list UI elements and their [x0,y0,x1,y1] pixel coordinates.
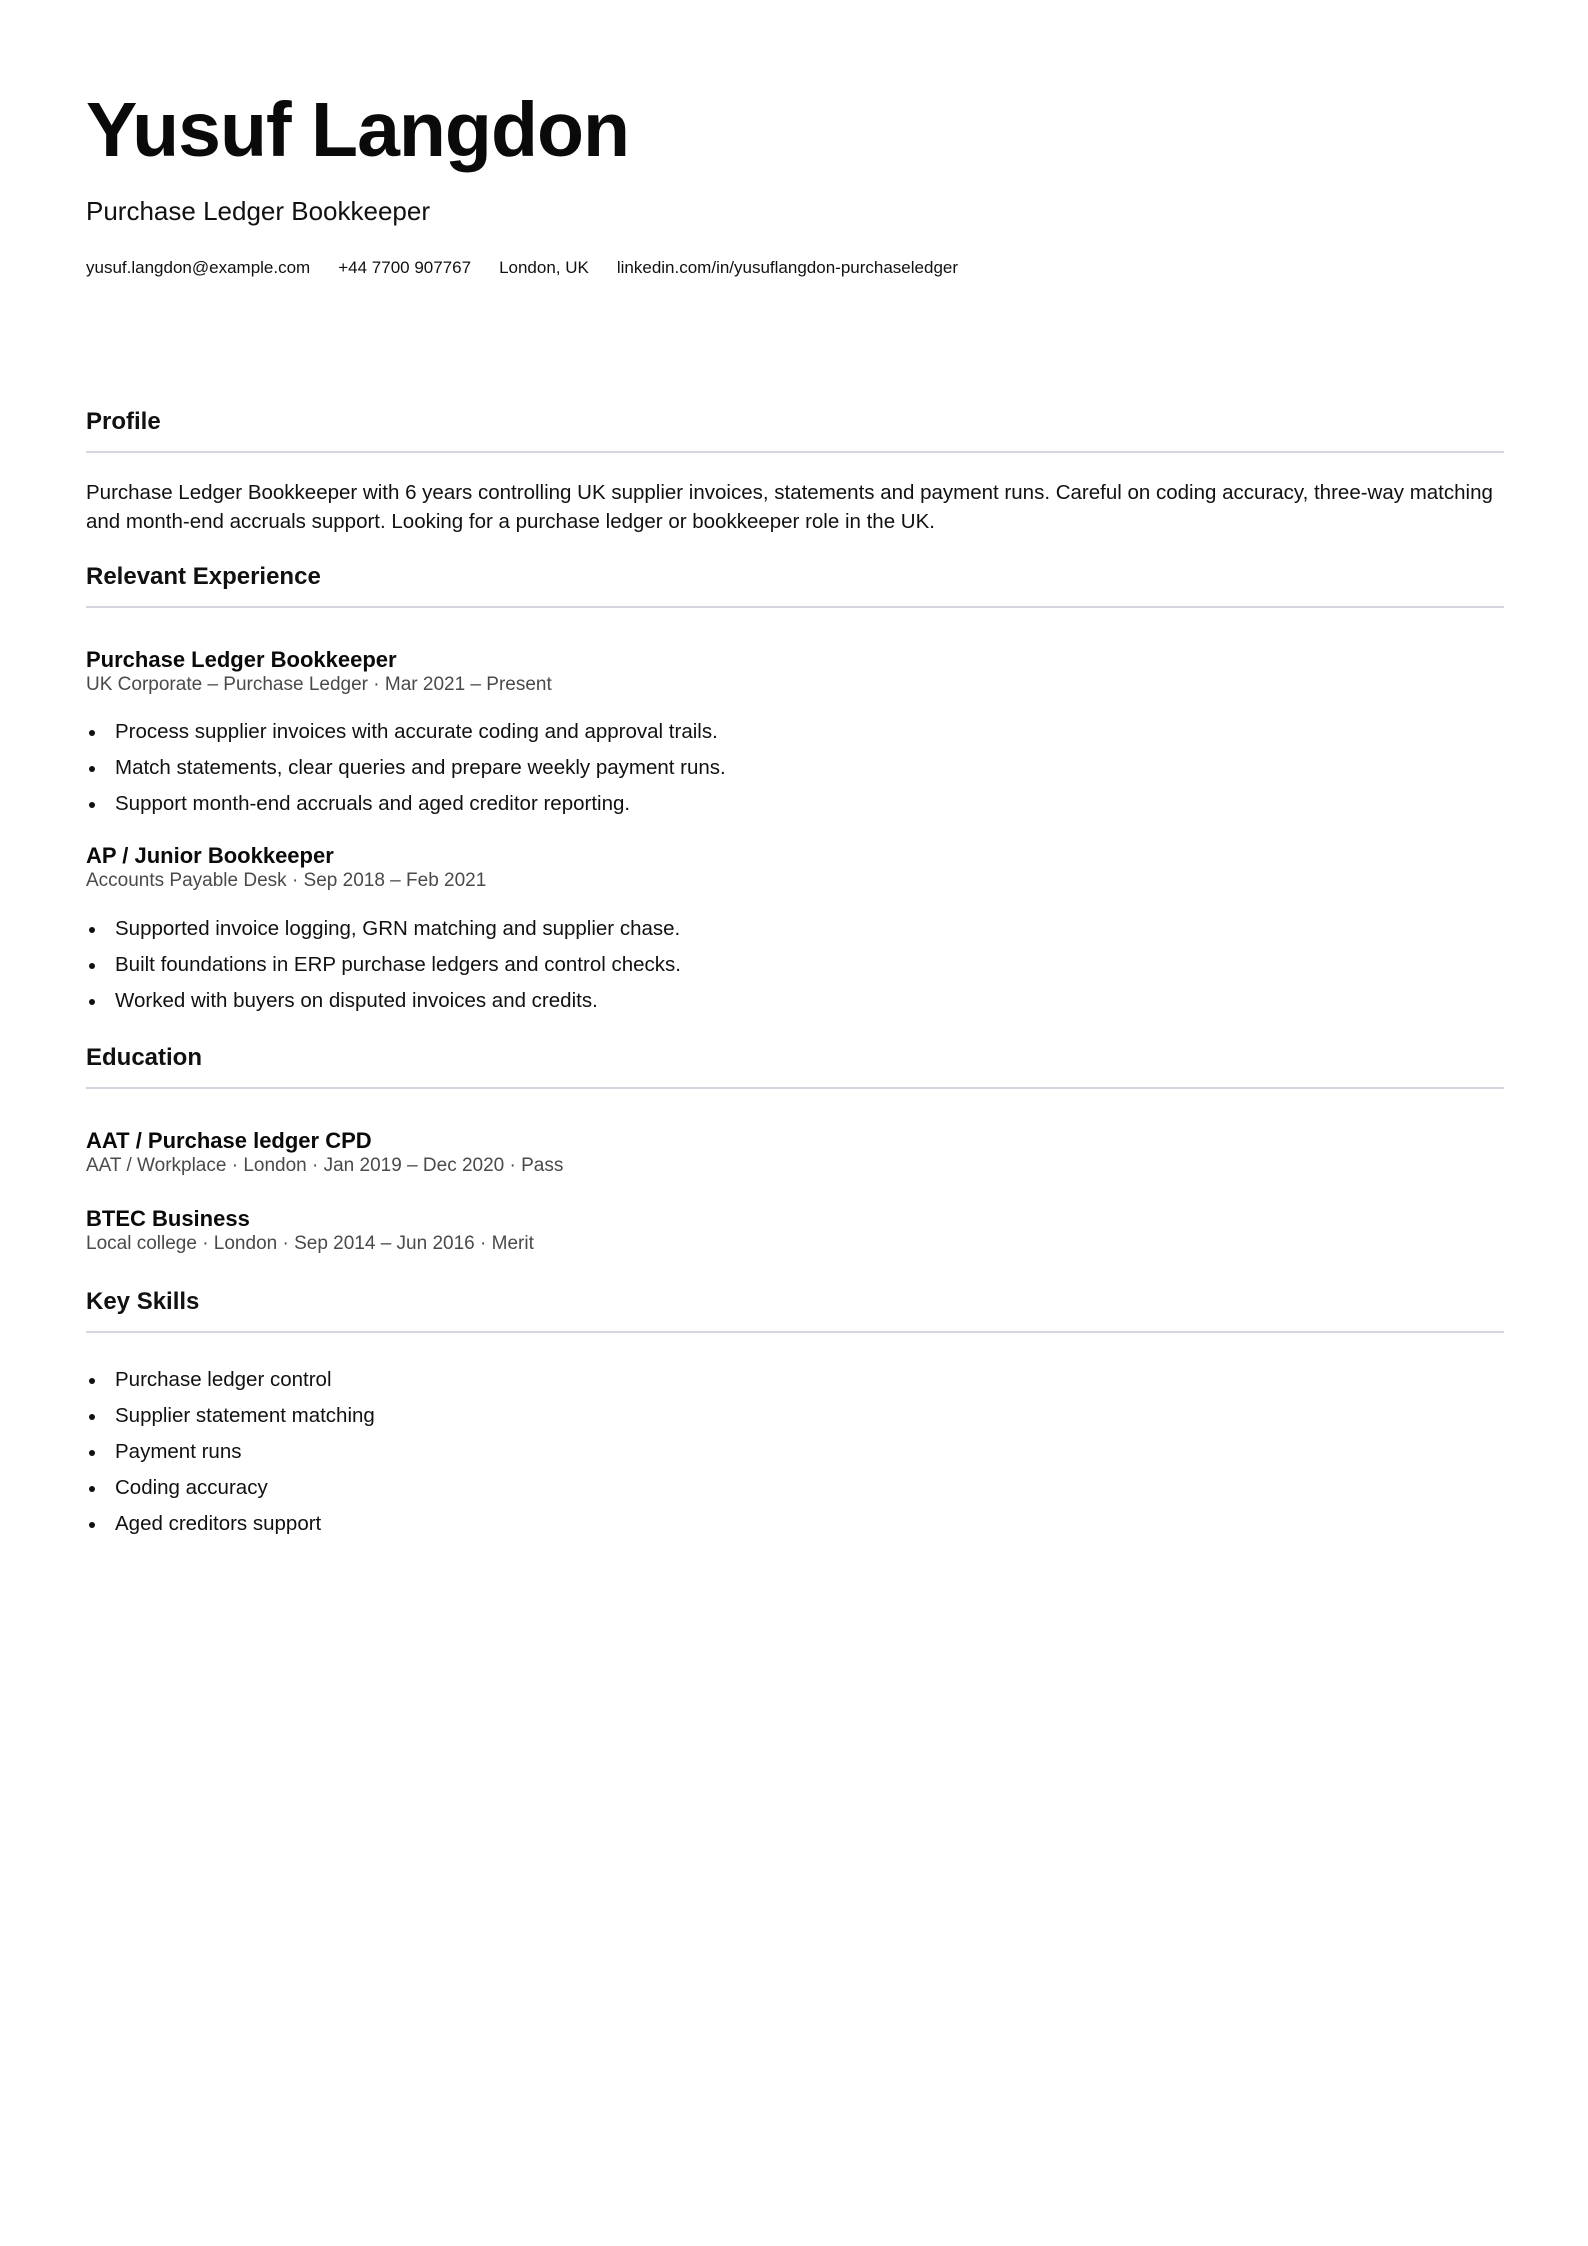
skills-heading: Key Skills [86,1288,200,1315]
contact-phone[interactable]: +44 7700 907767 [338,258,472,277]
skill-item: Aged creditors support [86,1506,375,1542]
experience-heading: Relevant Experience [86,563,321,590]
candidate-name: Yusuf Langdon [86,87,630,173]
profile-divider [86,451,1504,453]
job-bullet: Process supplier invoices with accurate coding and approval trails. [86,714,726,750]
skill-item: Supplier statement matching [86,1398,375,1434]
profile-summary: Purchase Ledger Bookkeeper with 6 years controlling UK supplier invoices, statements and payment runs. Careful on coding accuracy, three-way matching and month-end accruals support. Looking for a purchase ledger or bookkeeper role in the UK. [86,481,1493,533]
education-title: AAT / Purchase ledger CPD [86,1128,372,1153]
profile-section [86,408,1504,437]
job-meta: Accounts Payable Desk · Sep 2018 – Feb 2021 [86,870,487,891]
experience-divider [86,606,1504,608]
education-section [86,1044,1504,1073]
skills-list [86,1362,375,1542]
skills-section [86,1288,1504,1317]
skill-item: Coding accuracy [86,1470,375,1506]
contact-line [86,258,958,278]
experience-section [86,563,1504,592]
skill-item: Payment runs [86,1434,375,1470]
education-heading: Education [86,1044,203,1071]
job-bullet: Built foundations in ERP purchase ledgers and control checks. [86,947,681,983]
contact-location: London, UK [499,258,589,277]
job-meta: UK Corporate – Purchase Ledger · Mar 2021 – Present [86,674,552,695]
job-title: AP / Junior Bookkeeper [86,843,334,868]
skill-item: Purchase ledger control [86,1362,375,1398]
job-bullet: Supported invoice logging, GRN matching and supplier chase. [86,911,681,947]
job-bullets [86,714,726,822]
candidate-headline: Purchase Ledger Bookkeeper [86,196,431,226]
job-bullets [86,911,681,1019]
education-divider [86,1087,1504,1089]
contact-linkedin[interactable]: linkedin.com/in/yusuflangdon-purchaseledger [616,258,959,277]
job-bullet: Worked with buyers on disputed invoices and credits. [86,983,681,1019]
job-bullet: Support month-end accruals and aged creditor reporting. [86,786,726,822]
education-meta: Local college · London · Sep 2014 – Jun 2016 · Merit [86,1233,534,1254]
skills-divider [86,1331,1504,1333]
education-title: BTEC Business [86,1206,250,1231]
profile-heading: Profile [86,408,161,435]
education-meta: AAT / Workplace · London · Jan 2019 – Dec 2020 · Pass [86,1155,564,1176]
job-bullet: Match statements, clear queries and prepare weekly payment runs. [86,750,726,786]
contact-email[interactable]: yusuf.langdon@example.com [86,258,311,277]
job-title: Purchase Ledger Bookkeeper [86,647,397,672]
